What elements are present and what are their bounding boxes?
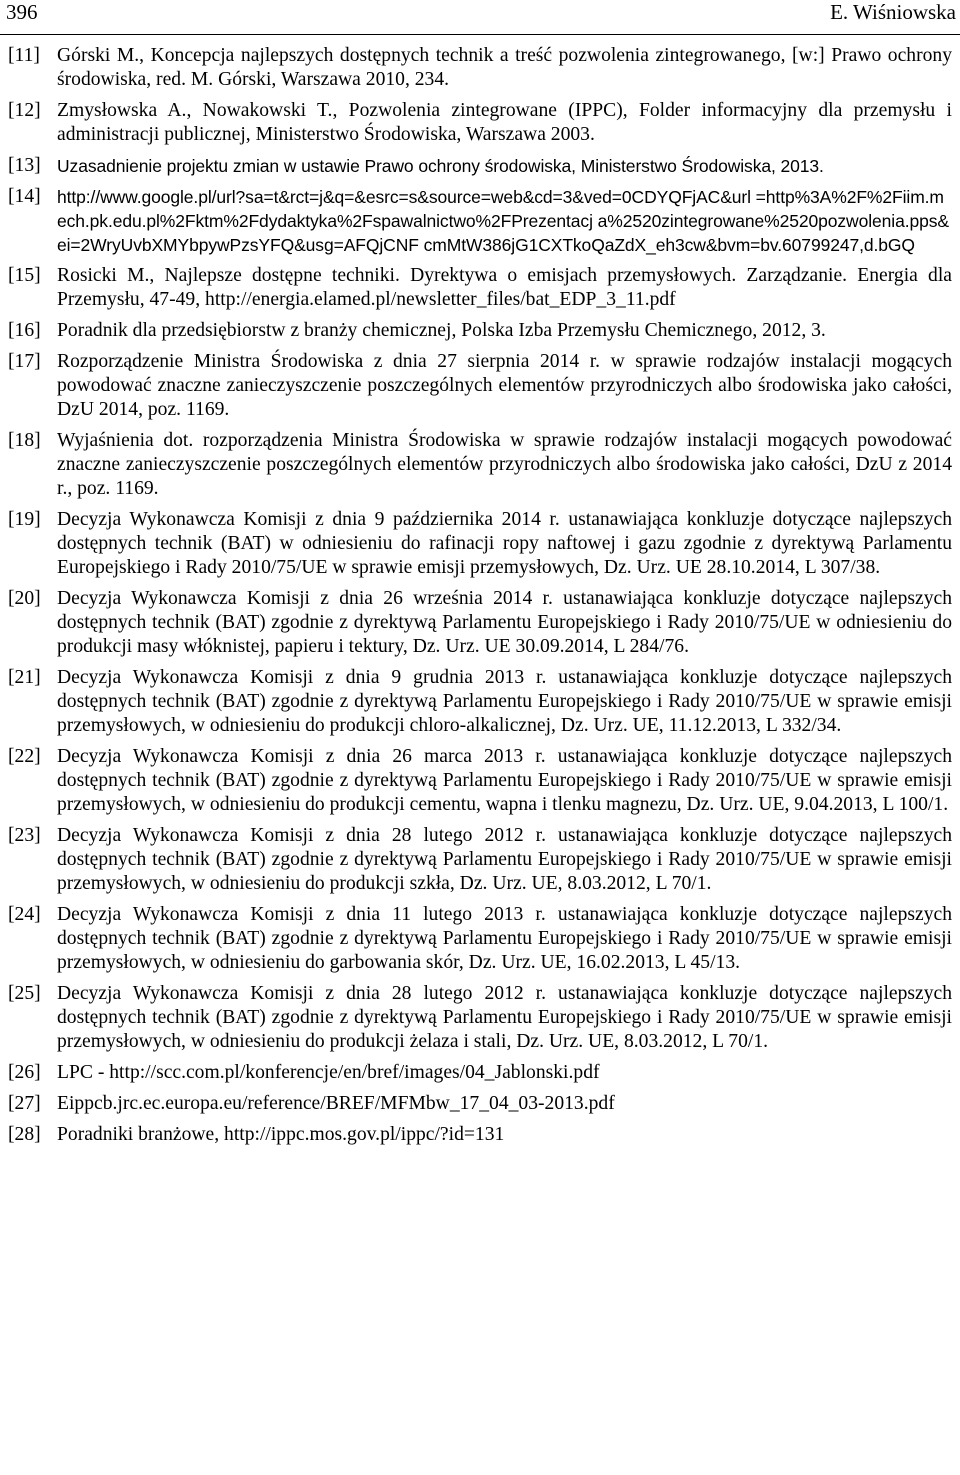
reference-item-16 [8,319,952,343]
reference-item-24 [8,903,952,975]
reference-number: [28] [8,1124,41,1145]
reference-text: Rosicki M., Najlepsze dostępne techniki. Dyrektywa o emisjach przemysłowych. Zarządzanie. Energia dla Przemysłu, 47-49, http://energia.elamed.pl/newsletter_files/bat_EDP_3_11.pdf [57,265,952,310]
reference-item-25 [8,982,952,1054]
header-divider [0,34,960,35]
reference-item-23 [8,824,952,896]
reference-number: [26] [8,1062,41,1083]
reference-number: [21] [8,667,41,688]
reference-text: Uzasadnienie projektu zmian w ustawie Prawo ochrony środowiska, Ministerstwo Środowiska, 2013. [57,156,824,176]
reference-url-text: http://www.google.pl/url?sa=t&rct=j&q=&esrc=s&source=web&cd=3&ved=0CDYQFjAC&url =http%3A%2F%2Fiim.mech.pk.edu.pl%2Fktm%2Fdydaktyka%2Fspawalnictwo%2FPrezentacj a%2520zintegrowane%2520pozwolenia.pps&ei=2WryUvbXMYbpywPzsYFQ&usg=AFQjCNF cmMtW386jG1CXTkoQaZdX_eh3cw&bvm=bv.60799247,d.bGQ [57,187,949,255]
reference-number: [22] [8,746,41,767]
reference-number: [11] [8,45,40,66]
reference-item-19 [8,508,952,580]
reference-text: Zmysłowska A., Nowakowski T., Pozwolenia zintegrowane (IPPC), Folder informacyjny dla przemysłu i administracji publicznej, Ministerstwo Środowiska, Warszawa 2003. [57,100,952,145]
reference-text: Rozporządzenie Ministra Środowiska z dnia 27 sierpnia 2014 r. w sprawie rodzajów instalacji mogących powodować znaczne zanieczyszczenie poszczególnych elementów przyrodniczych albo środowiska jako całości, DzU 2014, poz. 1169. [57,351,952,420]
reference-text: Decyzja Wykonawcza Komisji z dnia 28 lutego 2012 r. ustanawiająca konkluzje dotyczące najlepszych dostępnych technik (BAT) zgodnie z dyrektywą Parlamentu Europejskiego i Rady 2010/75/UE w sprawie emisji przemysłowych, w odniesieniu do produkcji szkła, Dz. Urz. UE, 8.03.2012, L 70/1. [57,825,952,894]
reference-item-14 [8,185,952,257]
reference-item-13 [8,154,952,178]
reference-item-22 [8,745,952,817]
reference-number: [16] [8,320,41,341]
reference-text: Decyzja Wykonawcza Komisji z dnia 9 października 2014 r. ustanawiająca konkluzje dotyczące najlepszych dostępnych technik (BAT) w odniesieniu do rafinacji ropy naftowej i gazu zgodnie z dyrektywą Parlamentu Europejskiego i Rady 2010/75/UE w sprawie emisji przemysłowych, Dz. Urz. UE 28.10.2014, L 307/38. [57,509,952,578]
reference-text: Decyzja Wykonawcza Komisji z dnia 26 września 2014 r. ustanawiająca konkluzje dotyczące najlepszych dostępnych technik (BAT) zgodnie z dyrektywą Parlamentu Europejskiego i Rady 2010/75/UE w odniesieniu do produkcji masy włóknistej, papieru i tektury, Dz. Urz. UE 30.09.2014, L 284/76. [57,588,952,657]
reference-number: [17] [8,351,41,372]
reference-number: [27] [8,1093,41,1114]
reference-item-12 [8,99,952,147]
reference-number: [14] [8,186,41,207]
reference-text: Wyjaśnienia dot. rozporządzenia Ministra Środowiska w sprawie rodzajów instalacji mogących powodować znaczne zanieczyszczenie poszczególnych elementów przyrodniczych albo środowiska jako całości, DzU z 2014 r., poz. 1169. [57,430,952,499]
page-header [0,0,960,36]
reference-text: Decyzja Wykonawcza Komisji z dnia 26 marca 2013 r. ustanawiająca konkluzje dotyczące najlepszych dostępnych technik (BAT) zgodnie z dyrektywą Parlamentu Europejskiego i Rady 2010/75/UE w sprawie emisji przemysłowych, w odniesieniu do produkcji cementu, wapna i tlenku magnezu, Dz. Urz. UE, 9.04.2013, L 100/1. [57,746,952,815]
reference-number: [20] [8,588,41,609]
reference-item-21 [8,666,952,738]
reference-item-18 [8,429,952,501]
reference-item-28 [8,1123,952,1147]
reference-text: Decyzja Wykonawcza Komisji z dnia 11 lutego 2013 r. ustanawiająca konkluzje dotyczące najlepszych dostępnych technik (BAT) zgodnie z dyrektywą Parlamentu Europejskiego i Rady 2010/75/UE w sprawie emisji przemysłowych, w odniesieniu do garbowania skór, Dz. Urz. UE, 16.02.2013, L 45/13. [57,904,952,973]
reference-text: Decyzja Wykonawcza Komisji z dnia 9 grudnia 2013 r. ustanawiająca konkluzje dotyczące najlepszych dostępnych technik (BAT) zgodnie z dyrektywą Parlamentu Europejskiego i Rady 2010/75/UE w sprawie emisji przemysłowych, w odniesieniu do produkcji chloro-alkalicznej, Dz. Urz. UE, 11.12.2013, L 332/34. [57,667,952,736]
reference-text: Decyzja Wykonawcza Komisji z dnia 28 lutego 2012 r. ustanawiająca konkluzje dotyczące najlepszych dostępnych technik (BAT) zgodnie z dyrektywą Parlamentu Europejskiego i Rady 2010/75/UE w sprawie emisji przemysłowych, w odniesieniu do produkcji żelaza i stali, Dz. Urz. UE, 8.03.2012, L 70/1. [57,983,952,1052]
reference-text: Poradnik dla przedsiębiorstw z branży chemicznej, Polska Izba Przemysłu Chemicznego, 2012, 3. [57,320,826,341]
reference-list [8,44,952,1154]
reference-number: [18] [8,430,41,451]
reference-number: [13] [8,155,41,176]
reference-text: Górski M., Koncepcja najlepszych dostępnych technik a treść pozwolenia zintegrowanego, [w:] Prawo ochrony środowiska, red. M. Górski, Warszawa 2010, 234. [57,45,952,90]
reference-item-27 [8,1092,952,1116]
page-number: 396 [6,0,38,24]
reference-number: [25] [8,983,41,1004]
reference-text: LPC - http://scc.com.pl/konferencje/en/bref/images/04_Jablonski.pdf [57,1062,600,1083]
reference-item-11 [8,44,952,92]
reference-item-15 [8,264,952,312]
reference-number: [15] [8,265,41,286]
running-head-author: E. Wiśniowska [830,0,956,24]
reference-item-20 [8,587,952,659]
reference-item-26 [8,1061,952,1085]
reference-number: [23] [8,825,41,846]
reference-number: [24] [8,904,41,925]
reference-item-17 [8,350,952,422]
reference-text: Poradniki branżowe, http://ippc.mos.gov.pl/ippc/?id=131 [57,1124,505,1145]
reference-number: [12] [8,100,41,121]
reference-number: [19] [8,509,41,530]
reference-text: Eippcb.jrc.ec.europa.eu/reference/BREF/MFMbw_17_04_03-2013.pdf [57,1093,615,1114]
